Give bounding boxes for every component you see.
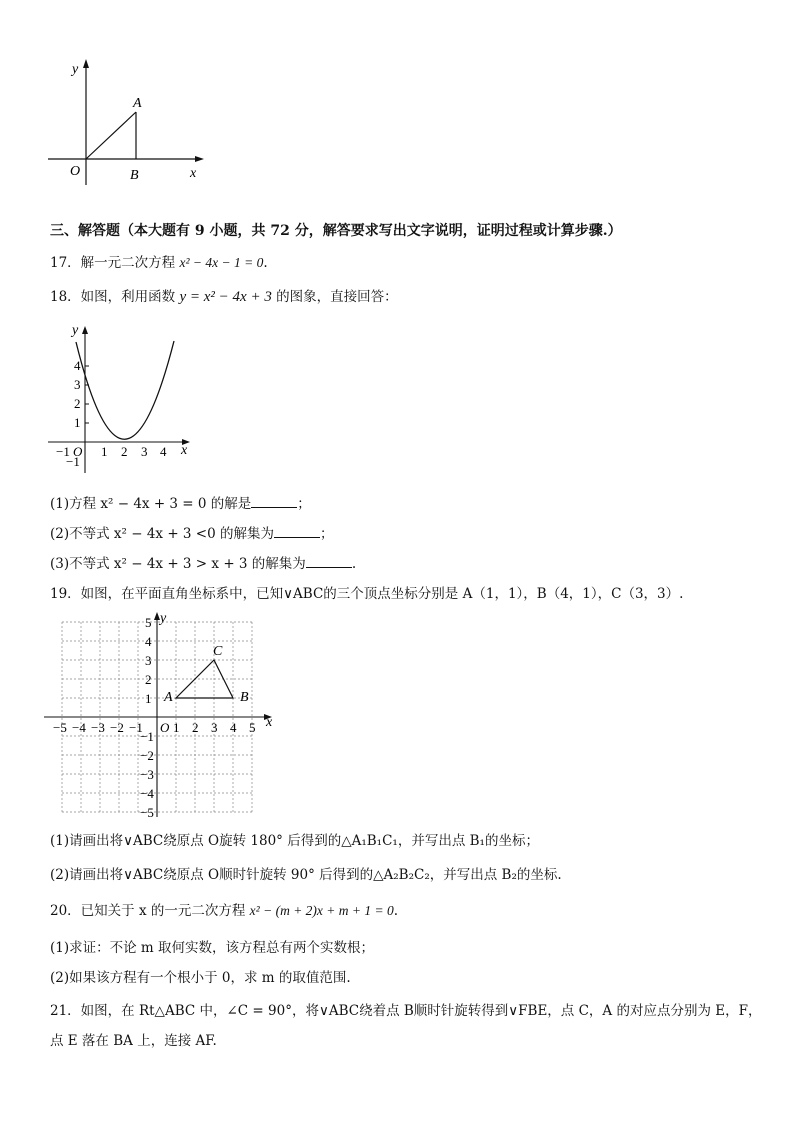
q18-part-2	[50, 524, 334, 543]
parabola-x-tick: 1	[101, 444, 108, 459]
q20-prefix: 20．已知关于 x 的一元二次方程	[50, 903, 250, 919]
figure-triangle-axes	[40, 55, 220, 190]
grid-y-tick: −2	[140, 748, 154, 763]
section-header: 三、解答题（本大题有 9 小题，共 72 分，解答要求写出文字说明，证明过程或计算步骤.）	[50, 223, 622, 239]
q20-equation: x² − (m + 2)x + m + 1 = 0	[249, 903, 394, 918]
parabola-y-tick: 2	[74, 396, 81, 411]
grid-x-tick: 2	[192, 720, 199, 735]
grid-point-b: B	[240, 690, 249, 705]
q17-prefix: 17．解一元二次方程	[50, 255, 180, 271]
q19-part-2: (2)请画出将∨ABC绕原点 O顺时针旋转 90° 后得到的△A₂B₂C₂，并写出点 B₂的坐标.	[50, 867, 562, 883]
question-20	[50, 902, 398, 920]
grid-x-tick: −4	[72, 720, 86, 735]
grid-x-tick: −5	[53, 720, 67, 735]
q18-suffix: 的图象，直接回答：	[271, 289, 398, 305]
q18-part-3-end: .	[351, 556, 357, 572]
grid-y-tick: 4	[145, 634, 152, 649]
axis-label-y: y	[72, 62, 79, 77]
grid-point-a: A	[164, 690, 173, 705]
grid-y-tick: −1	[140, 729, 154, 744]
grid-x-tick: 1	[173, 720, 180, 735]
parabola-x-tick: 2	[121, 444, 128, 459]
question-17	[50, 254, 268, 272]
figure-parabola	[40, 318, 200, 478]
grid-y-tick: −3	[140, 767, 154, 782]
parabola-y-label: y	[72, 323, 79, 338]
question-21-line-2: 点 E 落在 BA 上，连接 AF.	[50, 1033, 217, 1049]
grid-x-tick: −2	[110, 720, 124, 735]
q18-part-1	[50, 494, 311, 513]
answer-blank[interactable]	[251, 494, 297, 508]
q18-part-3	[50, 554, 356, 573]
grid-origin-label: O	[160, 720, 170, 735]
grid-y-tick: −5	[140, 805, 154, 820]
answer-blank[interactable]	[306, 554, 352, 568]
grid-y-tick: −4	[140, 786, 154, 801]
parabola-y-tick: 4	[74, 358, 81, 373]
q20-part-1: (1)求证：不论 m 取何实数，该方程总有两个实数根；	[50, 940, 375, 956]
q18-part-2-end: ；	[320, 526, 334, 542]
grid-y-tick: 2	[145, 672, 152, 687]
grid-x-label: x	[266, 715, 273, 730]
figure-coordinate-grid	[42, 612, 282, 822]
grid-x-tick: 4	[230, 720, 237, 735]
parabola-x-tick: O	[73, 444, 83, 459]
question-18	[50, 288, 398, 306]
grid-y-tick: 5	[145, 615, 152, 630]
parabola-y-tick: 1	[74, 415, 81, 430]
q18-part-1-text: (1)方程 x² − 4x + 3 = 0 的解是	[50, 496, 252, 512]
q20-part-2: (2)如果该方程有一个根小于 0，求 m 的取值范围.	[50, 970, 351, 986]
q18-equation: y = x² − 4x + 3	[179, 289, 272, 305]
grid-y-tick: 3	[145, 653, 152, 668]
question-21-line-1: 21．如图，在 Rt△ABC 中，∠C = 90°，将∨ABC绕着点 B顺时针旋转得到∨FBE，点 C，A 的对应点分别为 E，F，	[50, 1003, 762, 1019]
parabola-x-tick: 4	[160, 444, 167, 459]
q18-part-3-text: (3)不等式 x² − 4x + 3 > x + 3 的解集为	[50, 556, 306, 572]
parabola-y-tick: 3	[74, 377, 81, 392]
parabola-x-label: x	[181, 443, 188, 458]
q17-suffix: .	[263, 255, 268, 271]
grid-point-c: C	[213, 644, 223, 659]
grid-y-tick: 1	[145, 691, 152, 706]
origin-label: O	[70, 164, 81, 179]
point-label-a: A	[133, 96, 142, 111]
q19-part-1: (1)请画出将∨ABC绕原点 O旋转 180° 后得到的△A₁B₁C₁，并写出点 B₁的坐标；	[50, 833, 539, 849]
grid-x-tick: −3	[91, 720, 105, 735]
question-19: 19．如图，在平面直角坐标系中，已知∨ABC的三个顶点坐标分别是 A（1，1），B（4，1），C（3，3）.	[50, 586, 684, 602]
q18-prefix: 18．如图，利用函数	[50, 289, 180, 305]
grid-y-label: y	[160, 612, 167, 626]
parabola-x-tick: 3	[141, 444, 148, 459]
grid-x-tick: −1	[129, 720, 143, 735]
q20-suffix: .	[393, 903, 399, 919]
q17-equation: x² − 4x − 1 = 0	[179, 255, 264, 270]
triangle-abc	[176, 660, 233, 698]
answer-blank[interactable]	[274, 524, 320, 538]
parabola-y-tick: −1	[66, 454, 80, 469]
axis-label-x: x	[190, 166, 197, 181]
grid-x-tick: 3	[211, 720, 218, 735]
point-label-b: B	[130, 168, 139, 183]
parabola-x-tick: −1	[56, 444, 70, 459]
grid-x-tick: 5	[249, 720, 256, 735]
q18-part-2-text: (2)不等式 x² − 4x + 3 <0 的解集为	[50, 526, 275, 542]
q18-part-1-end: ；	[297, 496, 311, 512]
